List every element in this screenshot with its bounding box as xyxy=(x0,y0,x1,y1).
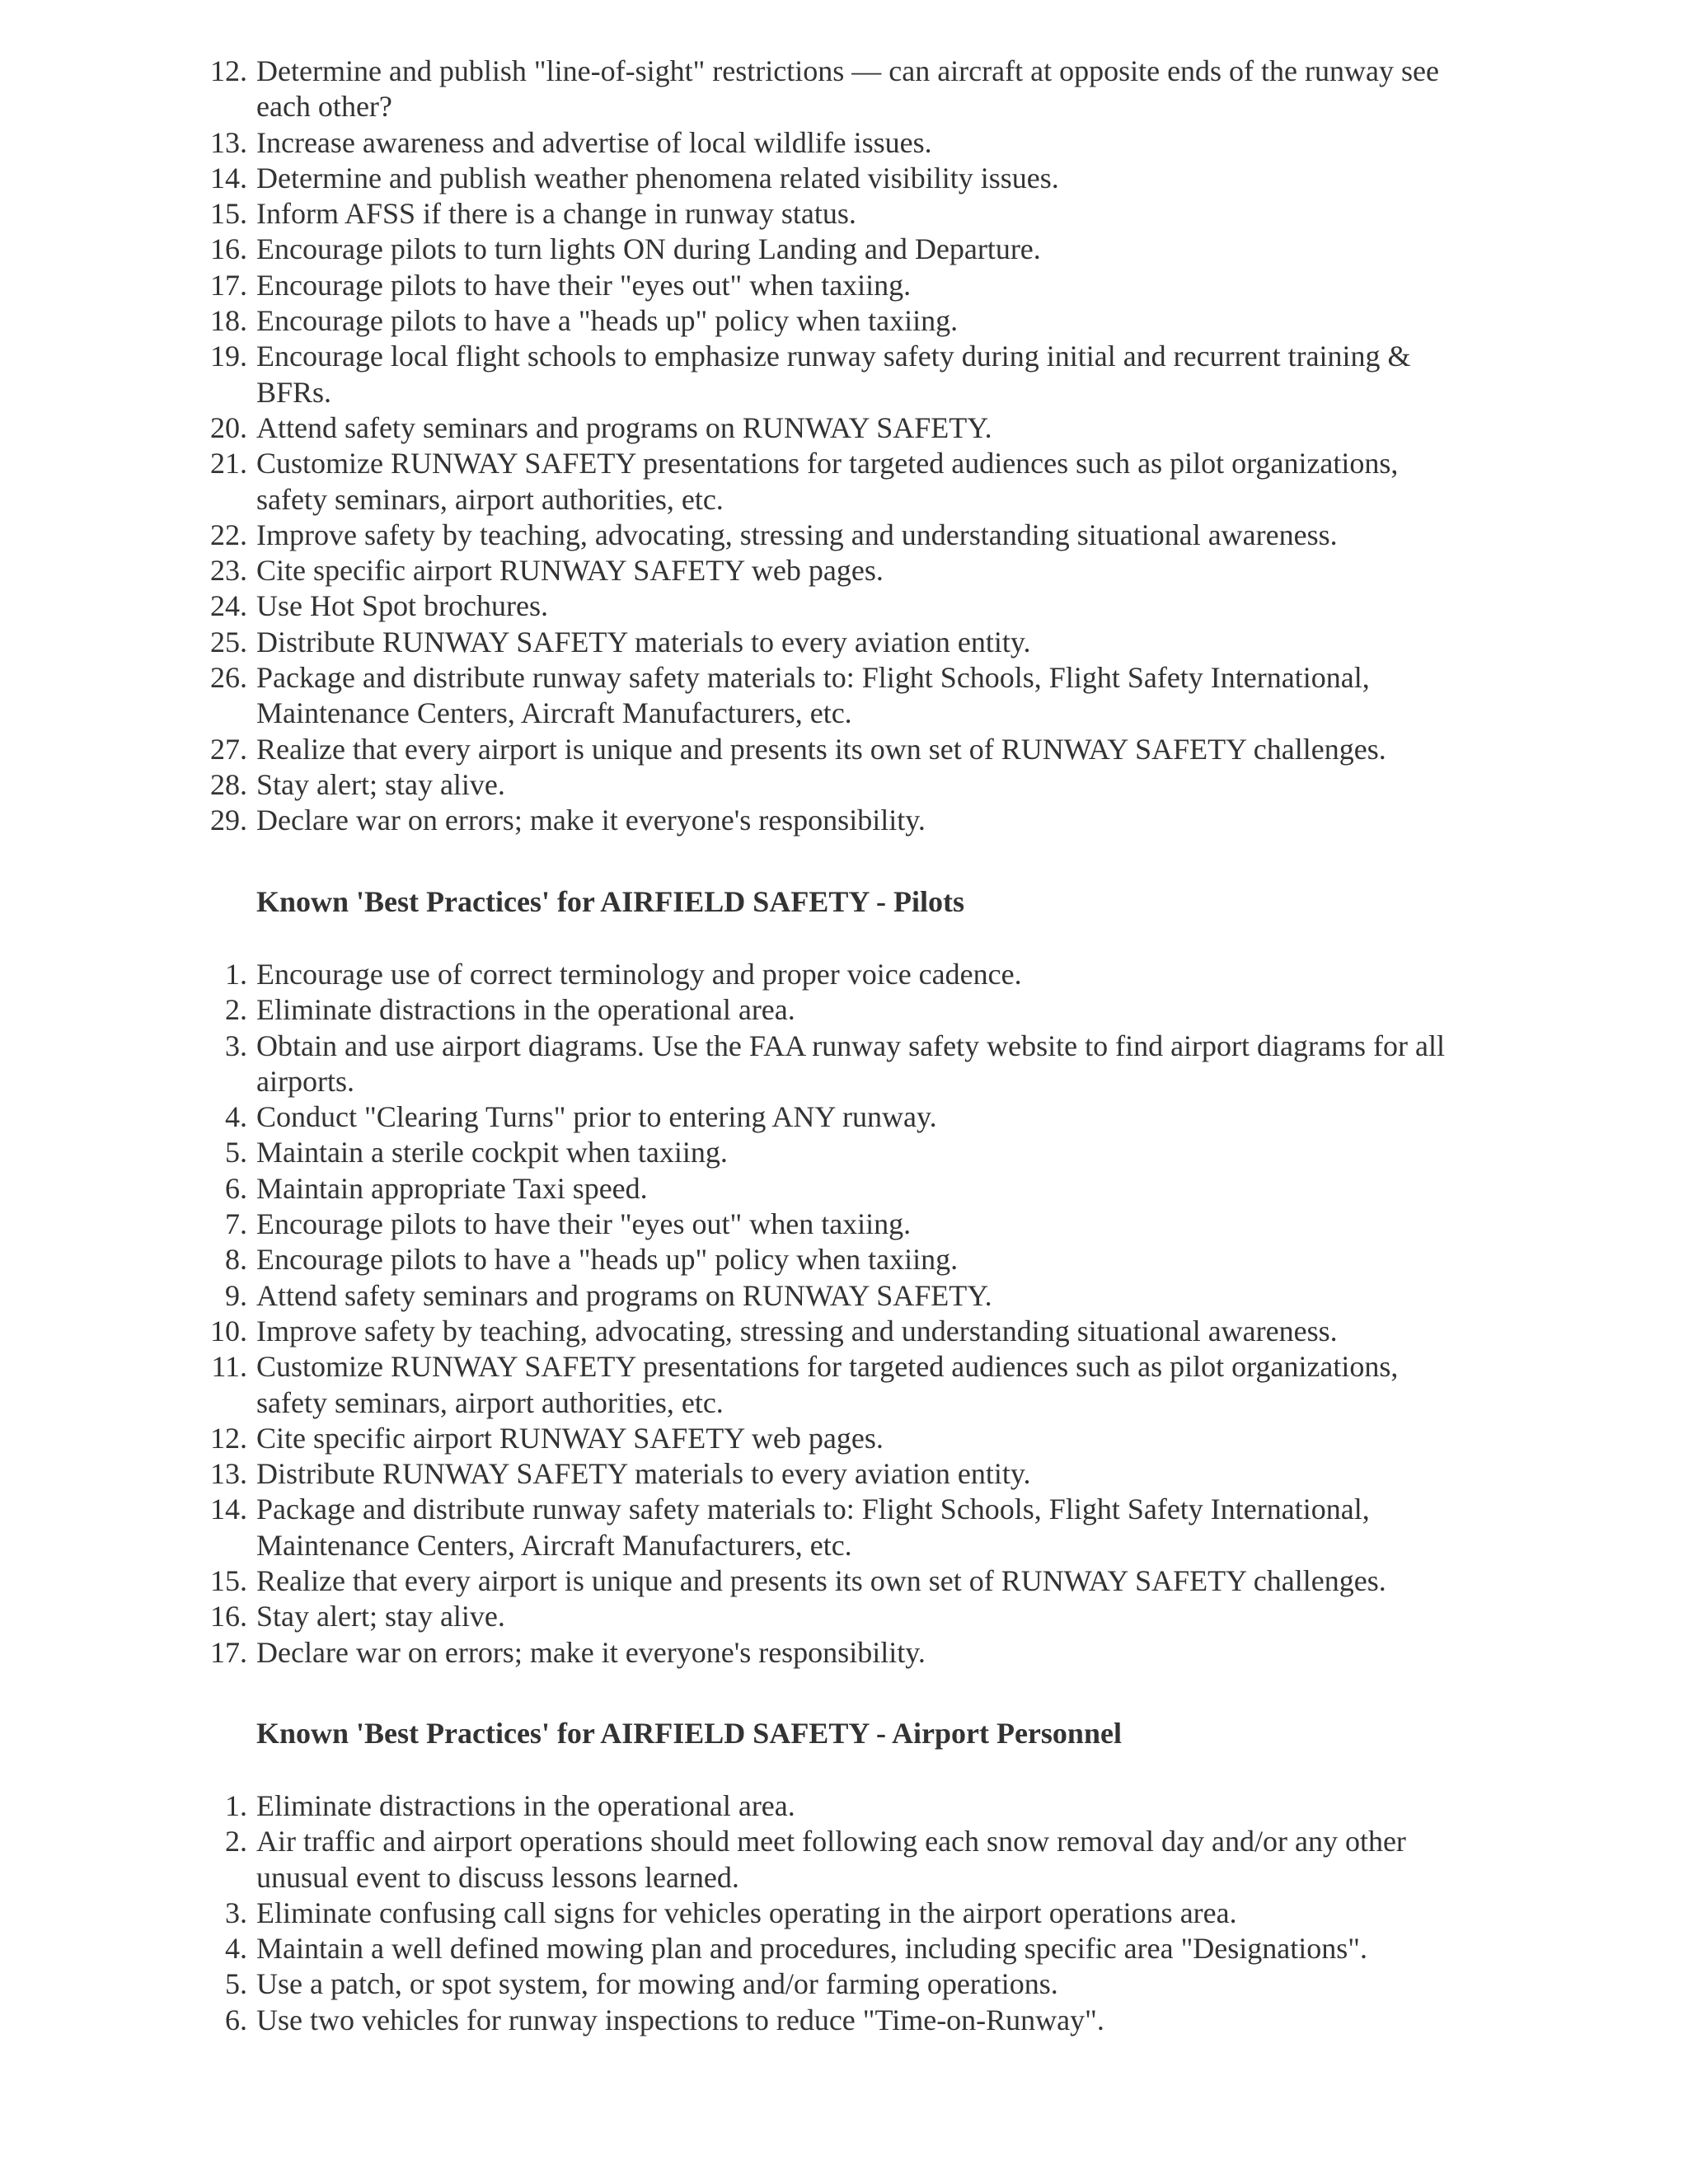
list-item xyxy=(0,161,1688,196)
list-item xyxy=(0,1099,1688,1135)
list-item-text: Use two vehicles for runway inspections to reduce "Time-on-Runway". xyxy=(256,2003,1104,2036)
list-item-number: 19. xyxy=(210,340,247,373)
runway-safety-list xyxy=(0,54,1688,839)
list-item xyxy=(0,125,1688,161)
list-item-text: Customize RUNWAY SAFETY presentations for targeted audiences such as pilot organizations, safety seminars, airport authorities, etc. xyxy=(256,447,1399,516)
list-item xyxy=(0,1599,1688,1634)
list-item xyxy=(0,1278,1688,1314)
list-item-text: Maintain a well defined mowing plan and procedures, including specific area "Designations". xyxy=(256,1932,1367,1966)
list-item-number: 12. xyxy=(210,54,247,87)
pilots-best-practices-list xyxy=(0,957,1688,1671)
list-item xyxy=(0,625,1688,660)
list-item-number: 15. xyxy=(210,1564,247,1598)
list-item xyxy=(0,957,1688,992)
list-item-text: Eliminate distractions in the operational area. xyxy=(256,1789,795,1822)
list-item xyxy=(0,1563,1688,1599)
airport-personnel-best-practices-list xyxy=(0,1788,1688,2038)
list-item-number: 25. xyxy=(210,625,247,658)
list-item xyxy=(0,2003,1688,2038)
list-item xyxy=(0,1635,1688,1671)
list-item-number: 13. xyxy=(210,1457,247,1491)
list-item-number: 4. xyxy=(225,1932,247,1966)
list-item-text: Encourage pilots to turn lights ON during Landing and Departure. xyxy=(256,232,1041,266)
list-item-number: 14. xyxy=(210,1493,247,1526)
list-item-number: 23. xyxy=(210,554,247,588)
list-item-text: Determine and publish "line-of-sight" restrictions — can aircraft at opposite ends of the runway see each other? xyxy=(256,54,1439,124)
list-item-text: Improve safety by teaching, advocating, stressing and understanding situational awareness. xyxy=(256,518,1338,551)
list-item-text: Determine and publish weather phenomena related visibility issues. xyxy=(256,161,1059,194)
list-item xyxy=(0,518,1688,553)
list-item-number: 22. xyxy=(210,518,247,551)
list-item-text: Increase awareness and advertise of local wildlife issues. xyxy=(256,125,932,159)
list-item-text: Cite specific airport RUNWAY SAFETY web pages. xyxy=(256,554,884,588)
list-item-text: Stay alert; stay alive. xyxy=(256,1600,505,1633)
list-item xyxy=(0,992,1688,1028)
list-item xyxy=(0,553,1688,588)
list-item xyxy=(0,1966,1688,2002)
list-item-number: 27. xyxy=(210,732,247,766)
list-item-text: Encourage pilots to have their "eyes out" when taxiing. xyxy=(256,268,912,302)
list-item xyxy=(0,1931,1688,1966)
section-heading-pilots: Known 'Best Practices' for AIRFIELD SAFETY - Pilots xyxy=(256,885,964,918)
list-item-text: Encourage use of correct terminology and proper voice cadence. xyxy=(256,958,1022,991)
list-item xyxy=(0,732,1688,767)
list-item xyxy=(0,1492,1688,1563)
list-item xyxy=(0,1171,1688,1207)
list-item-text: Obtain and use airport diagrams. Use the FAA runway safety website to find airport diagrams for all airports. xyxy=(256,1029,1445,1098)
list-item xyxy=(0,268,1688,303)
list-item-text: Encourage pilots to have a "heads up" policy when taxiing. xyxy=(256,304,959,338)
list-item xyxy=(0,446,1688,518)
list-item xyxy=(0,1456,1688,1492)
list-item xyxy=(0,1896,1688,1931)
list-item-text: Encourage local flight schools to emphasize runway safety during initial and recurrent training & BFRs. xyxy=(256,340,1411,409)
list-item xyxy=(0,1029,1688,1100)
list-item-number: 3. xyxy=(225,1896,247,1929)
list-item-text: Improve safety by teaching, advocating, stressing and understanding situational awareness. xyxy=(256,1314,1338,1347)
list-item-number: 1. xyxy=(225,1789,247,1822)
list-item-number: 26. xyxy=(210,661,247,695)
list-item-text: Stay alert; stay alive. xyxy=(256,767,505,801)
list-item xyxy=(0,1824,1688,1896)
list-item-text: Conduct "Clearing Turns" prior to entering ANY runway. xyxy=(256,1100,937,1134)
list-item-number: 7. xyxy=(225,1207,247,1241)
list-item-text: Realize that every airport is unique and presents its own set of RUNWAY SAFETY challenges. xyxy=(256,732,1386,766)
list-item-number: 13. xyxy=(210,125,247,159)
list-item-number: 10. xyxy=(210,1314,247,1347)
list-item-text: Eliminate confusing call signs for vehicles operating in the airport operations area. xyxy=(256,1896,1237,1929)
list-item xyxy=(0,1349,1688,1421)
list-item-text: Attend safety seminars and programs on RUNWAY SAFETY. xyxy=(256,410,992,444)
list-item xyxy=(0,303,1688,339)
list-item xyxy=(0,339,1688,410)
list-item-text: Attend safety seminars and programs on RUNWAY SAFETY. xyxy=(256,1278,992,1312)
list-item-number: 6. xyxy=(225,1171,247,1205)
list-item-number: 17. xyxy=(210,1635,247,1669)
list-item-text: Distribute RUNWAY SAFETY materials to every aviation entity. xyxy=(256,625,1031,658)
list-item-text: Eliminate distractions in the operational area. xyxy=(256,993,795,1027)
list-item-number: 28. xyxy=(210,767,247,801)
list-item xyxy=(0,1207,1688,1242)
list-item-text: Inform AFSS if there is a change in runway status. xyxy=(256,197,856,231)
list-item-number: 14. xyxy=(210,161,247,194)
list-item-number: 17. xyxy=(210,268,247,302)
list-item-number: 16. xyxy=(210,1600,247,1633)
list-item-number: 16. xyxy=(210,232,247,266)
list-item-number: 2. xyxy=(225,1825,247,1858)
list-item-number: 24. xyxy=(210,589,247,623)
list-item-number: 29. xyxy=(210,804,247,837)
list-item-text: Declare war on errors; make it everyone's responsibility. xyxy=(256,1635,926,1669)
list-item-text: Use Hot Spot brochures. xyxy=(256,589,548,623)
list-item-text: Maintain appropriate Taxi speed. xyxy=(256,1171,648,1205)
list-item-text: Maintain a sterile cockpit when taxiing. xyxy=(256,1136,728,1169)
list-item-text: Declare war on errors; make it everyone's responsibility. xyxy=(256,804,926,837)
list-item-text: Encourage pilots to have a "heads up" policy when taxiing. xyxy=(256,1243,959,1277)
list-item-text: Package and distribute runway safety materials to: Flight Schools, Flight Safety International, Maintenance Centers, Aircraft Manufacturers, etc. xyxy=(256,661,1370,730)
list-item xyxy=(0,196,1688,232)
list-item-number: 3. xyxy=(225,1029,247,1062)
list-item-number: 8. xyxy=(225,1243,247,1277)
list-item xyxy=(0,1242,1688,1277)
list-item-text: Use a patch, or spot system, for mowing and/or farming operations. xyxy=(256,1967,1058,2001)
list-item-text: Realize that every airport is unique and presents its own set of RUNWAY SAFETY challenges. xyxy=(256,1564,1386,1598)
list-item-number: 2. xyxy=(225,993,247,1027)
list-item-number: 21. xyxy=(210,447,247,480)
list-item xyxy=(0,54,1688,125)
list-item-text: Cite specific airport RUNWAY SAFETY web pages. xyxy=(256,1421,884,1455)
list-item xyxy=(0,1421,1688,1456)
list-item-number: 1. xyxy=(225,958,247,991)
list-item xyxy=(0,232,1688,267)
list-item-text: Air traffic and airport operations should meet following each snow removal day and/or any other unusual event to discuss lessons learned. xyxy=(256,1825,1406,1894)
list-item xyxy=(0,588,1688,624)
list-item xyxy=(0,1135,1688,1170)
list-item-number: 6. xyxy=(225,2003,247,2036)
list-item-number: 9. xyxy=(225,1278,247,1312)
list-item xyxy=(0,660,1688,732)
list-item xyxy=(0,1788,1688,1824)
list-item xyxy=(0,767,1688,803)
list-item-number: 4. xyxy=(225,1100,247,1134)
list-item xyxy=(0,1314,1688,1349)
list-item-number: 5. xyxy=(225,1967,247,2001)
list-item-number: 5. xyxy=(225,1136,247,1169)
list-item xyxy=(0,410,1688,446)
list-item-number: 11. xyxy=(211,1350,247,1384)
list-item-text: Distribute RUNWAY SAFETY materials to every aviation entity. xyxy=(256,1457,1031,1491)
list-item-number: 18. xyxy=(210,304,247,338)
list-item-number: 12. xyxy=(210,1421,247,1455)
list-item-text: Package and distribute runway safety materials to: Flight Schools, Flight Safety International, Maintenance Centers, Aircraft Manufacturers, etc. xyxy=(256,1493,1370,1562)
list-item-text: Customize RUNWAY SAFETY presentations for targeted audiences such as pilot organizations, safety seminars, airport authorities, etc. xyxy=(256,1350,1399,1419)
list-item xyxy=(0,803,1688,838)
section-heading-airport-personnel: Known 'Best Practices' for AIRFIELD SAFETY - Airport Personnel xyxy=(256,1717,1122,1750)
list-item-text: Encourage pilots to have their "eyes out" when taxiing. xyxy=(256,1207,912,1241)
list-item-number: 15. xyxy=(210,197,247,231)
list-item-number: 20. xyxy=(210,410,247,444)
